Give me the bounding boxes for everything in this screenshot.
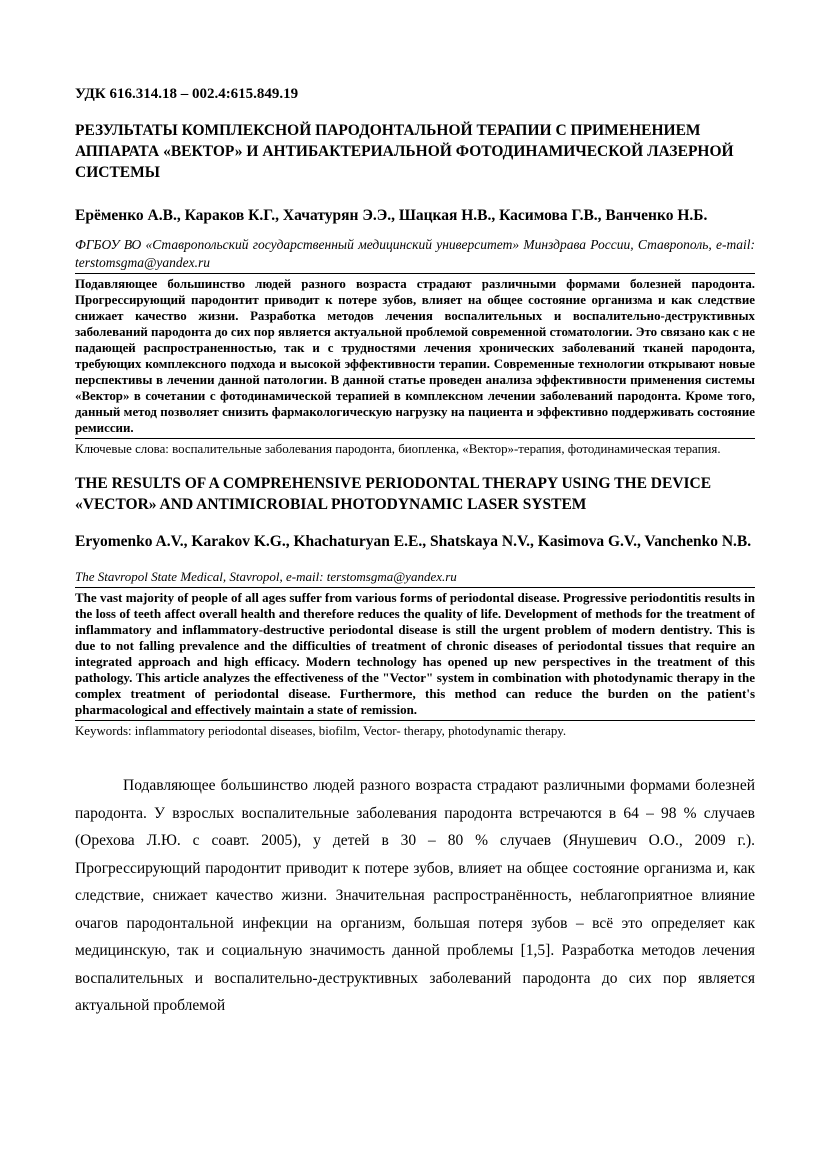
article-title-english: THE RESULTS OF A COMPREHENSIVE PERIODONTAL THERAPY USING THE DEVICE «VECTOR» AND ANTIMICROBIAL PHOTODYNAMIC LASER SYSTEM [75,475,712,513]
abstract-russian: Подавляющее большинство людей разного возраста страдают различными формами болезней пародонта. Прогрессирующий пародонтит приводит к потере зубов, влияет на общее состояние организма и как следствие снижает качество жизни. Разработка методов лечения воспалительных и воспалительно-деструктивных заболеваний пародонта до сих пор является актуальной проблемой современной стоматологии. Это связано как с не падающей распространенностью, так и с трудностями лечения хронических заболеваний тканей пародонта, требующих комплексного подхода и высокой эффективности терапии. Современные технологии открывают новые перспективы в лечении данной патологии. В данной статье проведен анализа эффективности применения системы «Вектор» в сочетании с фотодинамической терапией в комплексном лечении заболеваний пародонта. Кроме того, данный метод позволяет снизить фармакологическую нагрузку на пациента и эффективно поддерживать состояние ремиссии. [75,274,755,439]
body-paragraph: Подавляющее большинство людей разного возраста страдают различными формами болезней пародонта. У взрослых воспалительные заболевания пародонта встречаются в 64 – 98 % случаев (Орехова Л.Ю. с соавт. 2005), у детей в 30 – 80 % случаев (Янушевич О.О., 2009 г.). Прогрессирующий пародонтит приводит к потере зубов, влияет на общее состояние организма и, как следствие, снижает качество жизни. Значительная распространённость, неблагоприятное влияние очагов пародонтальной инфекции на организм, большая потеря зубов – всё это определяет как медицинскую, так и социальную значимость данной проблемы [1,5]. Разработка методов лечения воспалительных и воспалительно-деструктивных заболеваний пародонта до сих пор является актуальной проблемой [75,777,755,1014]
affiliation-english: The Stavropol State Medical, Stavropol, e-mail: terstomsgma@yandex.ru [75,569,755,588]
authors-english: Eryomenko A.V., Karakov K.G., Khachaturyan E.E., Shatskaya N.V., Kasimova G.V., Vanchenko N.B. [75,533,752,550]
keywords-russian: Ключевые слова: воспалительные заболевания пародонта, биопленка, «Вектор»-терапия, фотодинамическая терапия. [75,442,721,456]
authors-russian: Ерёменко А.В., Караков К.Г., Хачатурян Э.Э., Шацкая Н.В., Касимова Г.В., Ванченко Н.Б. [75,207,708,224]
abstract-english: The vast majority of people of all ages suffer from various forms of periodontal disease. Progressive periodontitis results in the loss of teeth affect overall health and therefore reduces the quality of life. Development of methods for the treatment of inflammatory and inflammatory-destructive periodontal disease is still the urgent problem of modern dentistry. This is due to not falling prevalence and the difficulties of treatment of chronic diseases of periodontal tissues that require an integrated approach and high efficacy. Modern technology has opened up new perspectives in the treatment of this pathology. This article analyzes the effectiveness of the "Vector" system in combination with photodynamic therapy in the complex treatment of periodontal disease. Furthermore, this method can reduce the burden on the patient's pharmacological and effectively maintain a state of remission. [75,588,755,721]
keywords-english: Keywords: inflammatory periodontal diseases, biofilm, Vector- therapy, photodynamic therapy. [75,724,567,738]
affiliation-russian: ФГБОУ ВО «Ставропольский государственный медицинский университет» Минздрава России, Ставрополь, e-mail: terstomsgma@yandex.ru [75,236,755,274]
udc-code: УДК 616.314.18 – 002.4:615.849.19 [75,86,299,102]
article-title-russian: РЕЗУЛЬТАТЫ КОМПЛЕКСНОЙ ПАРОДОНТАЛЬНОЙ ТЕРАПИИ С ПРИМЕНЕНИЕМ АППАРАТА «ВЕКТОР» И АНТИБАКТЕРИАЛЬНОЙ ФОТОДИНАМИЧЕСКОЙ ЛАЗЕРНОЙ СИСТЕМЫ [75,122,734,181]
